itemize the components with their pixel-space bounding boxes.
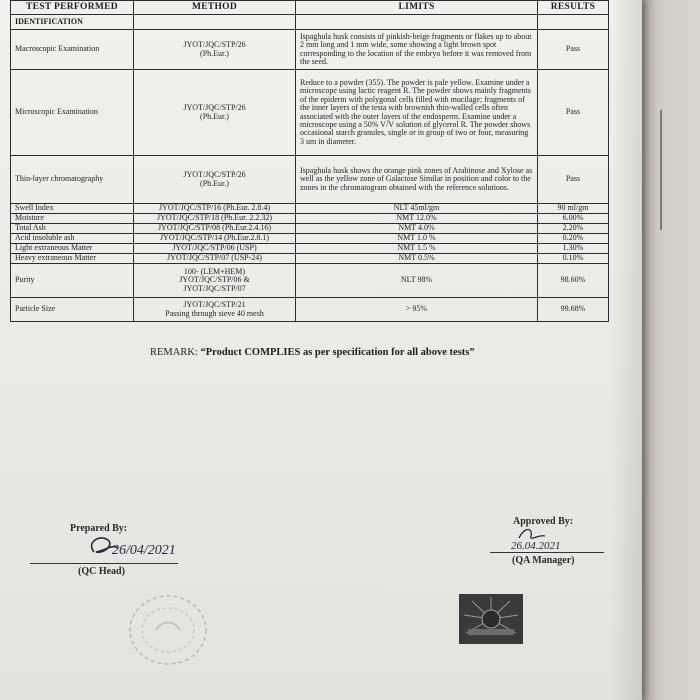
faded-round-seal: [126, 592, 210, 670]
test-limits: NLT 45ml/gm: [296, 204, 538, 214]
test-method: JYOT/JQC/STP/26 (Ph.Eur.): [134, 156, 296, 204]
test-method: 100- (LEM+HEM) JYOT/JQC/STP/06 & JYOT/JQC/STP/07: [134, 264, 296, 298]
table-row: [11, 156, 609, 204]
test-name: Total Ash: [11, 224, 134, 234]
table-row: [11, 244, 609, 254]
test-method: JYOT/JQC/STP/18 (Ph.Eur. 2.2.32): [134, 214, 296, 224]
test-method: JYOT/JQC/STP/21 Passing through sieve 40 mesh: [134, 298, 296, 322]
test-name: Light extraneous Matter: [11, 244, 134, 254]
prepared-by-label: Prepared By:: [70, 523, 128, 534]
test-method: JYOT/JQC/STP/07 (USP-24): [134, 254, 296, 264]
test-limits: Ispaghula husk shows the orange pink zones of Arabinose and Xylose as well as the yellow zone of Galactose Similar in position and color to the zones in the chromatogram obtained with the reference solutions.: [296, 156, 538, 204]
test-method: JYOT/JQC/STP/16 (Ph.Eur. 2.8.4): [134, 204, 296, 214]
test-limits: NMT 12.0%: [296, 214, 538, 224]
company-logo-stamp: [458, 593, 524, 645]
remark-line: [150, 347, 475, 358]
approved-signature: [505, 522, 605, 556]
test-name: Thin-layer chromatography: [11, 156, 134, 204]
prepared-signature: [78, 528, 198, 564]
table-row: [11, 264, 609, 298]
test-method: JYOT/JQC/STP/06 (USP): [134, 244, 296, 254]
header-method: METHOD: [134, 1, 296, 15]
approved-role: (QA Manager): [512, 555, 575, 566]
table-row: [11, 254, 609, 264]
background-crease: [660, 110, 662, 230]
test-result: 90 ml/gm: [538, 204, 609, 214]
test-method: JYOT/JQC/STP/26 (Ph.Eur.): [134, 30, 296, 70]
test-name: Swell Index: [11, 204, 134, 214]
table-row: [11, 70, 609, 156]
prepared-signature-line: [30, 563, 178, 564]
table-row: [11, 298, 609, 322]
test-result: 2.20%: [538, 224, 609, 234]
test-result: Pass: [538, 156, 609, 204]
test-method: JYOT/JQC/STP/08 (Ph.Eur.2.4.16): [134, 224, 296, 234]
table-row: [11, 234, 609, 244]
test-limits: > 95%: [296, 298, 538, 322]
paper-shadow: [610, 0, 642, 700]
test-result: 6.00%: [538, 214, 609, 224]
test-name: Particle Size: [11, 298, 134, 322]
test-result: Pass: [538, 70, 609, 156]
test-limits: NLT 98%: [296, 264, 538, 298]
test-method: JYOT/JQC/STP/14 (Ph.Eur.2.8.1): [134, 234, 296, 244]
test-name: Microscopic Examination: [11, 70, 134, 156]
test-limits: NMT 1.0 %: [296, 234, 538, 244]
approved-by-label: Approved By:: [513, 516, 574, 527]
section-row: [11, 15, 609, 30]
test-name: Moisture: [11, 214, 134, 224]
approved-signature-date: 26.04.2021: [511, 540, 561, 552]
table-row: [11, 204, 609, 214]
remark-text: “Product COMPLIES as per specification for all above tests”: [200, 347, 475, 358]
background-surface: [640, 0, 700, 700]
test-result: 0.20%: [538, 234, 609, 244]
table-row: [11, 224, 609, 234]
prepared-role: (QC Head): [78, 566, 125, 577]
header-results: RESULTS: [538, 1, 609, 15]
test-limits: NMT 4.0%: [296, 224, 538, 234]
prepared-signature-date: 26/04/2021: [112, 543, 176, 558]
table-header-row: [11, 1, 609, 15]
test-result: 0.10%: [538, 254, 609, 264]
test-result: 98.60%: [538, 264, 609, 298]
table-row: [11, 214, 609, 224]
table-row: [11, 30, 609, 70]
test-name: Acid insoluble ash: [11, 234, 134, 244]
test-name: Purity: [11, 264, 134, 298]
test-limits: NMT 1.5 %: [296, 244, 538, 254]
test-result: 99.68%: [538, 298, 609, 322]
test-result: Pass: [538, 30, 609, 70]
test-method: JYOT/JQC/STP/26 (Ph.Eur.): [134, 70, 296, 156]
test-name: Macroscopic Examination: [11, 30, 134, 70]
section-identification: IDENTIFICATION: [11, 15, 134, 30]
approved-signature-line: [490, 552, 604, 553]
test-limits: Ispaghula husk consists of pinkish-beige fragments or flakes up to about 2 mm long and 1 mm wide, some showing a light brown spot corresponding to the location of the embryo before it was removed from the seed.: [296, 30, 538, 70]
test-results-table: [10, 0, 609, 322]
header-limits: LIMITS: [296, 1, 538, 15]
test-limits: Reduce to a powder (355). The powder is pale yellow. Examine under a microscope using lactic reagent R. The powder shows mainly fragments of the epiderm with polygonal cells filled with mucilage; fragments of the inner layers of the testa with brownish thin-walled cells often associated with the outer layers of the endosperm. Examine under a microscope using a 50% V/V solution of glycerol R. The powder shows occasional starch granules, single or in group of two or four, measuring 3 um in diameter.: [296, 70, 538, 156]
test-name: Heavy extraneous Matter: [11, 254, 134, 264]
header-test-performed: TEST PERFORMED: [11, 1, 134, 15]
remark-prefix: REMARK:: [150, 347, 198, 358]
test-result: 1.30%: [538, 244, 609, 254]
test-limits: NMT 0.5%: [296, 254, 538, 264]
